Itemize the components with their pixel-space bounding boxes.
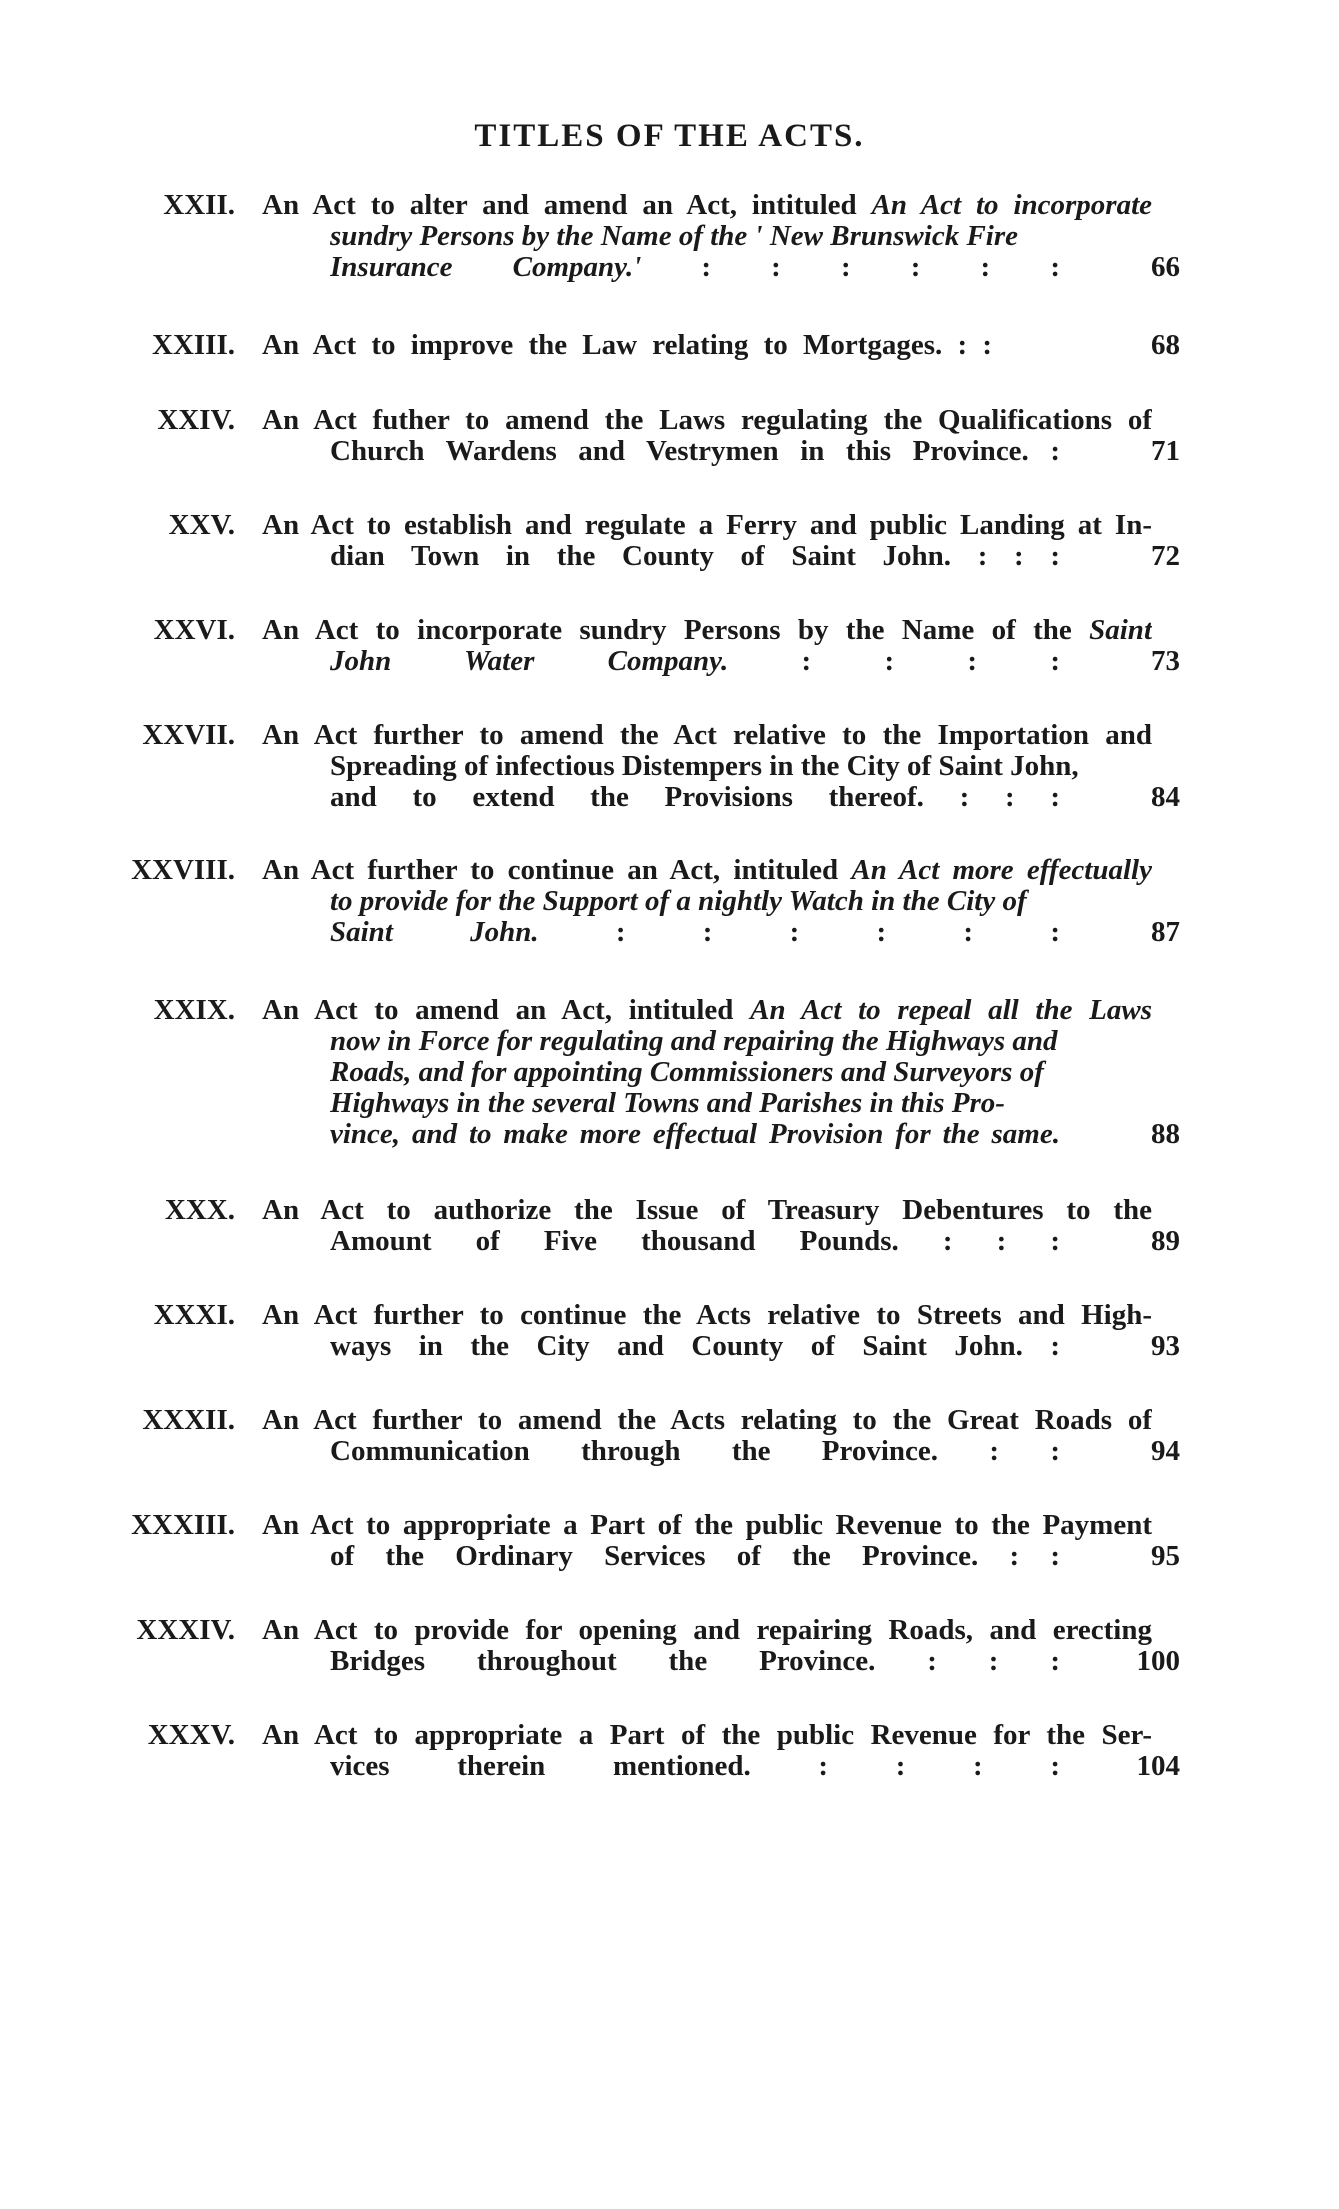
page-number: 93 — [1151, 1330, 1180, 1362]
act-title-line: ways in the City and County of Saint John. : — [330, 1331, 1060, 1362]
act-title-line: An Act further to amend the Act relative to the Importation and — [262, 720, 1152, 751]
page-title: TITLES OF THE ACTS. — [474, 118, 865, 154]
act-number: XXXI. — [153, 1299, 235, 1331]
act-title-line: and to extend the Provisions thereof. : : : — [330, 782, 1060, 813]
page-number: 89 — [1151, 1225, 1180, 1257]
act-title-line: sundry Persons by the Name of the ' New Brunswick Fire — [330, 221, 1018, 252]
act-number: XXVI. — [153, 614, 235, 646]
act-title-line: An Act further to amend the Acts relating to the Great Roads of — [262, 1405, 1152, 1436]
act-title-line: Highways in the several Towns and Parishes in this Pro- — [330, 1088, 1005, 1119]
act-number: XXIX. — [153, 994, 235, 1026]
toc-entry — [0, 994, 1339, 1150]
page-number: 71 — [1151, 435, 1180, 467]
act-title-line: Amount of Five thousand Pounds. : : : — [330, 1226, 1060, 1257]
act-title-line: An Act further to continue an Act, intituled An Act more effectually — [262, 855, 1152, 886]
page-number: 95 — [1151, 1540, 1180, 1572]
act-number: XXX. — [164, 1194, 235, 1226]
act-number: XXXV. — [147, 1719, 235, 1751]
act-title-line: vices therein mentioned. : : : : — [330, 1751, 1060, 1782]
act-number: XXII. — [163, 189, 235, 221]
toc-entry — [0, 190, 1339, 320]
page-number: 66 — [1151, 251, 1180, 283]
act-number: XXXII. — [142, 1404, 235, 1436]
page-number: 100 — [1136, 1645, 1180, 1677]
page-number: 87 — [1151, 916, 1180, 948]
act-title-line: An Act to appropriate a Part of the public Revenue to the Payment — [262, 1510, 1152, 1541]
toc-entry — [0, 1720, 1339, 1850]
act-title-line: vince, and to make more effectual Provision for the same. — [330, 1119, 1060, 1150]
act-title-line: Bridges throughout the Province. : : : — [330, 1646, 1060, 1677]
act-title-line: An Act futher to amend the Laws regulating the Qualifications of — [262, 405, 1152, 436]
act-title-line: An Act further to continue the Acts relative to Streets and High- — [262, 1300, 1152, 1331]
act-number: XXIII. — [152, 329, 235, 361]
act-title-line: Church Wardens and Vestrymen in this Province. : — [330, 436, 1060, 467]
act-title-line: An Act to incorporate sundry Persons by the Name of the Saint — [262, 615, 1152, 646]
act-title-line: Insurance Company.' : : : : : : — [330, 252, 1060, 283]
act-title-line: now in Force for regulating and repairing the Highways and — [330, 1026, 1058, 1057]
act-number: XXXIV. — [136, 1614, 235, 1646]
act-title-line: to provide for the Support of a nightly Watch in the City of — [330, 886, 1027, 917]
act-title-line: An Act to improve the Law relating to Mortgages. : : — [262, 330, 992, 361]
page-number: 72 — [1151, 540, 1180, 572]
act-title-line: dian Town in the County of Saint John. : : : — [330, 541, 1060, 572]
act-title-line: John Water Company. : : : : — [330, 646, 1060, 677]
page-number: 94 — [1151, 1435, 1180, 1467]
page-number: 68 — [1151, 329, 1180, 361]
act-title-line: An Act to provide for opening and repairing Roads, and erecting — [262, 1615, 1152, 1646]
act-number: XXVII. — [142, 719, 235, 751]
act-title-line: An Act to authorize the Issue of Treasury Debentures to the — [262, 1195, 1152, 1226]
act-title-line: An Act to alter and amend an Act, intituled An Act to incorporate — [262, 190, 1152, 221]
act-number: XXXIII. — [131, 1509, 235, 1541]
page-number: 88 — [1151, 1118, 1180, 1150]
page-number: 104 — [1136, 1750, 1180, 1782]
act-title-line: An Act to appropriate a Part of the public Revenue for the Ser- — [262, 1720, 1152, 1751]
act-title-line: Roads, and for appointing Commissioners and Surveyors of — [330, 1057, 1044, 1088]
act-title-line: of the Ordinary Services of the Province. : : — [330, 1541, 1060, 1572]
toc-entry — [0, 855, 1339, 985]
toc-entry — [0, 720, 1339, 850]
act-number: XXIV. — [157, 404, 235, 436]
act-number: XXV. — [168, 509, 235, 541]
act-title-line: An Act to establish and regulate a Ferry and public Landing at In- — [262, 510, 1152, 541]
act-title-line: Communication through the Province. : : — [330, 1436, 1060, 1467]
act-title-line: Spreading of infectious Distempers in the City of Saint John, — [330, 751, 1079, 782]
act-number: XXVIII. — [131, 854, 235, 886]
act-title-line: Saint John. : : : : : : — [330, 917, 1060, 948]
page-number: 73 — [1151, 645, 1180, 677]
act-title-line: An Act to amend an Act, intituled An Act to repeal all the Laws — [262, 995, 1152, 1026]
page-number: 84 — [1151, 781, 1180, 813]
